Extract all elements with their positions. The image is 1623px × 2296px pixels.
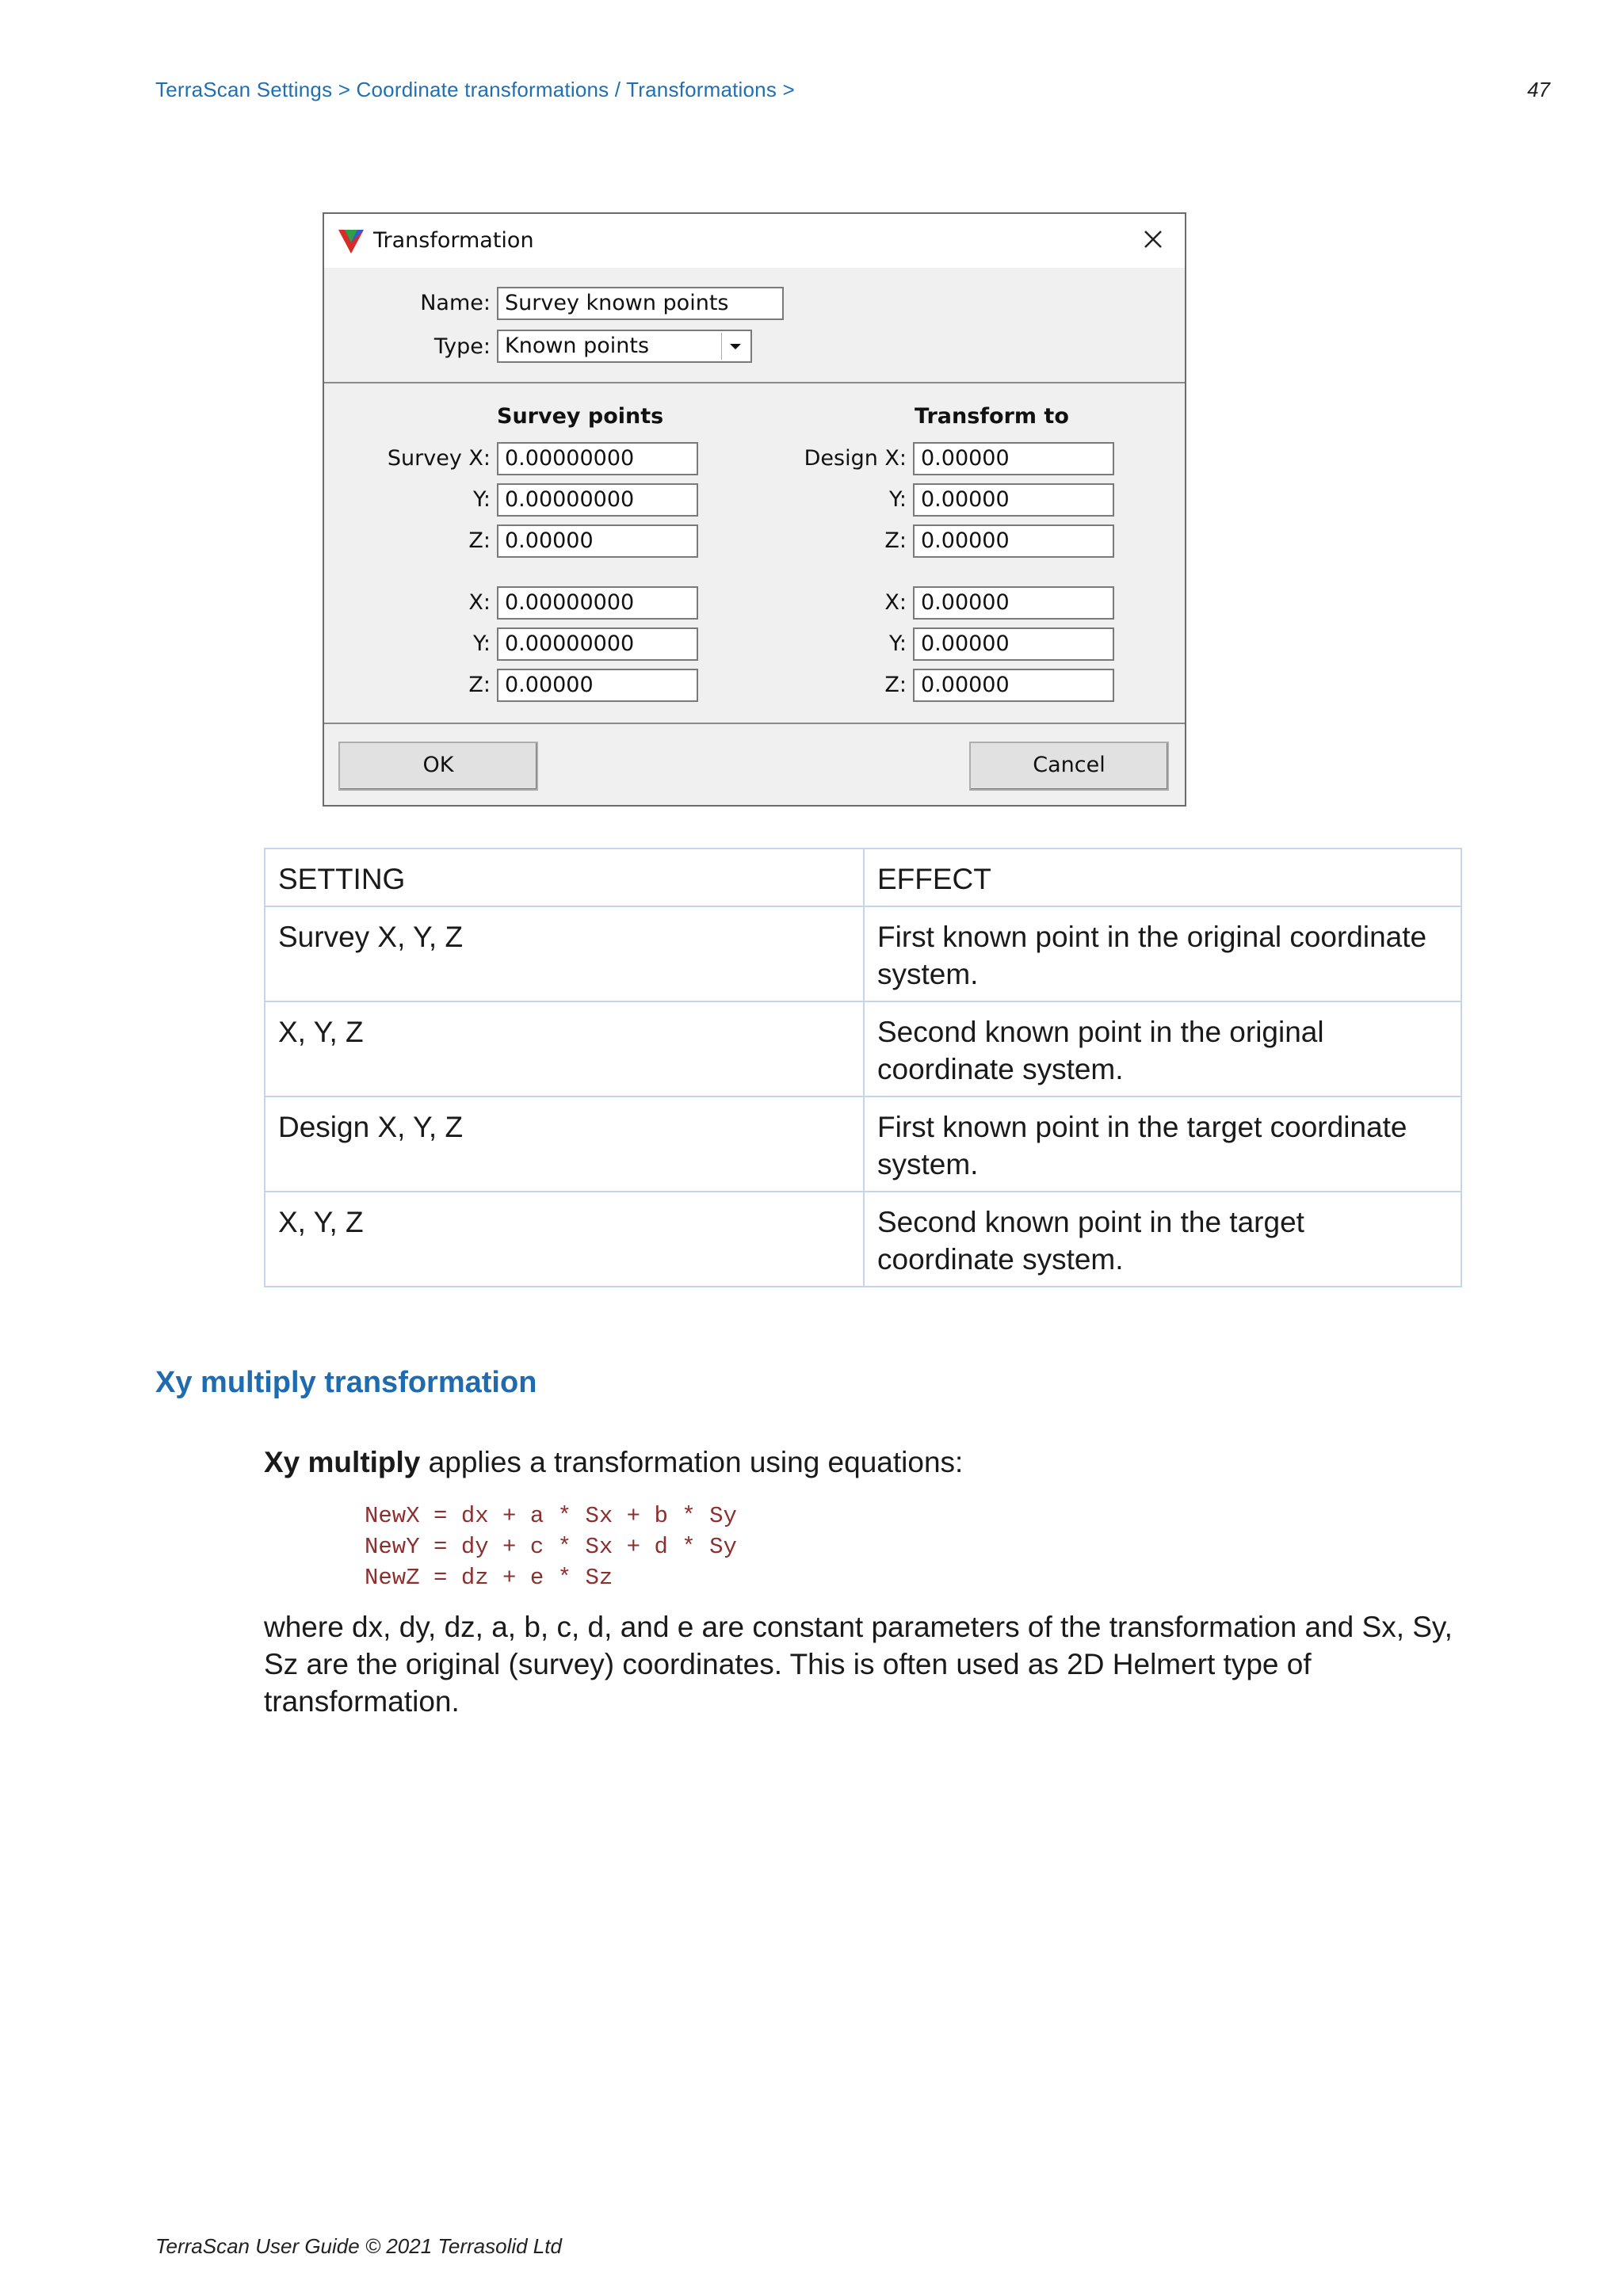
table-row bbox=[265, 1097, 1461, 1192]
name-label: Name: bbox=[420, 291, 491, 315]
table-row bbox=[265, 1192, 1461, 1287]
design2-y-label: Y: bbox=[888, 631, 907, 656]
survey2-z-label: Z: bbox=[468, 673, 491, 697]
breadcrumb-separator: > bbox=[782, 78, 795, 101]
design2-z-input[interactable]: 0.00000 bbox=[913, 669, 1114, 702]
dialog-title: Transformation bbox=[373, 228, 534, 253]
terrascan-logo-icon bbox=[337, 227, 365, 255]
close-icon[interactable] bbox=[1137, 223, 1169, 255]
table-cell-effect: First known point in the target coordinate system. bbox=[864, 1097, 1461, 1192]
table-cell-setting: X, Y, Z bbox=[265, 1192, 864, 1287]
code-line: NewX = dx + a * Sx + b * Sy bbox=[365, 1503, 737, 1529]
table-row bbox=[265, 1001, 1461, 1097]
code-line: NewY = dy + c * Sx + d * Sy bbox=[365, 1534, 737, 1560]
breadcrumb bbox=[155, 78, 795, 102]
chevron-down-icon[interactable] bbox=[721, 333, 749, 360]
design-x-input[interactable]: 0.00000 bbox=[913, 442, 1114, 475]
design-z-input[interactable]: 0.00000 bbox=[913, 524, 1114, 558]
survey-z-input[interactable]: 0.00000 bbox=[497, 524, 698, 558]
equations-code-block bbox=[365, 1501, 737, 1593]
survey-x-input[interactable]: 0.00000000 bbox=[497, 442, 698, 475]
table-header-row bbox=[265, 849, 1461, 906]
table-header-effect: EFFECT bbox=[864, 849, 1461, 906]
cancel-button[interactable]: Cancel bbox=[969, 742, 1169, 791]
breadcrumb-separator: > bbox=[338, 78, 351, 101]
transformation-dialog bbox=[323, 212, 1186, 807]
design-z-label: Z: bbox=[884, 528, 907, 553]
type-label: Type: bbox=[433, 334, 491, 359]
design2-x-input[interactable]: 0.00000 bbox=[913, 586, 1114, 620]
explanation-paragraph: where dx, dy, dz, a, b, c, d, and e are constant parameters of the transformation and Sx, Sy, Sz are the original (survey) coordinates. This is often used as 2D Helmert type of transformation. bbox=[264, 1611, 1453, 1718]
type-select[interactable] bbox=[497, 330, 752, 363]
survey-x-label: Survey X: bbox=[387, 446, 491, 471]
survey2-y-input[interactable]: 0.00000000 bbox=[497, 627, 698, 661]
design-x-label: Design X: bbox=[804, 446, 907, 471]
page-number: 47 bbox=[1527, 78, 1550, 101]
table-cell-setting: X, Y, Z bbox=[265, 1001, 864, 1097]
survey2-x-label: X: bbox=[468, 590, 491, 615]
ok-button[interactable]: OK bbox=[338, 742, 538, 791]
table-header-setting: SETTING bbox=[265, 849, 864, 906]
design-y-input[interactable]: 0.00000 bbox=[913, 483, 1114, 517]
section-heading: Xy multiply transformation bbox=[155, 1366, 537, 1399]
survey2-z-input[interactable]: 0.00000 bbox=[497, 669, 698, 702]
survey2-y-label: Y: bbox=[472, 631, 491, 656]
table-cell-effect: First known point in the original coordinate system. bbox=[864, 906, 1461, 1001]
breadcrumb-link-coordinate-transformations[interactable]: Coordinate transformations / Transformations bbox=[356, 78, 777, 101]
survey-z-label: Z: bbox=[468, 528, 491, 553]
divider bbox=[324, 723, 1185, 724]
settings-table bbox=[264, 848, 1462, 1287]
name-input[interactable]: Survey known points bbox=[497, 287, 784, 320]
survey-y-input[interactable]: 0.00000000 bbox=[497, 483, 698, 517]
survey-y-label: Y: bbox=[472, 487, 491, 512]
design2-z-label: Z: bbox=[884, 673, 907, 697]
survey-points-header: Survey points bbox=[497, 404, 664, 429]
table-row bbox=[265, 906, 1461, 1001]
design-y-label: Y: bbox=[888, 487, 907, 512]
intro-paragraph bbox=[264, 1444, 1468, 1481]
design2-y-input[interactable]: 0.00000 bbox=[913, 627, 1114, 661]
survey2-x-input[interactable]: 0.00000000 bbox=[497, 586, 698, 620]
type-select-value: Known points bbox=[505, 334, 650, 358]
dialog-titlebar bbox=[324, 214, 1185, 268]
design2-x-label: X: bbox=[884, 590, 907, 615]
table-cell-effect: Second known point in the target coordinate system. bbox=[864, 1192, 1461, 1287]
table-cell-effect: Second known point in the original coordinate system. bbox=[864, 1001, 1461, 1097]
breadcrumb-link-terrascan-settings[interactable]: TerraScan Settings bbox=[155, 78, 333, 101]
page-footer: TerraScan User Guide © 2021 Terrasolid Ltd bbox=[155, 2234, 562, 2258]
table-cell-setting: Survey X, Y, Z bbox=[265, 906, 864, 1001]
table-cell-setting: Design X, Y, Z bbox=[265, 1097, 864, 1192]
divider bbox=[324, 382, 1185, 383]
transform-to-header: Transform to bbox=[915, 404, 1069, 429]
intro-bold-term: Xy multiply bbox=[264, 1446, 421, 1478]
code-line: NewZ = dz + e * Sz bbox=[365, 1565, 613, 1591]
intro-text: applies a transformation using equations: bbox=[420, 1446, 964, 1478]
